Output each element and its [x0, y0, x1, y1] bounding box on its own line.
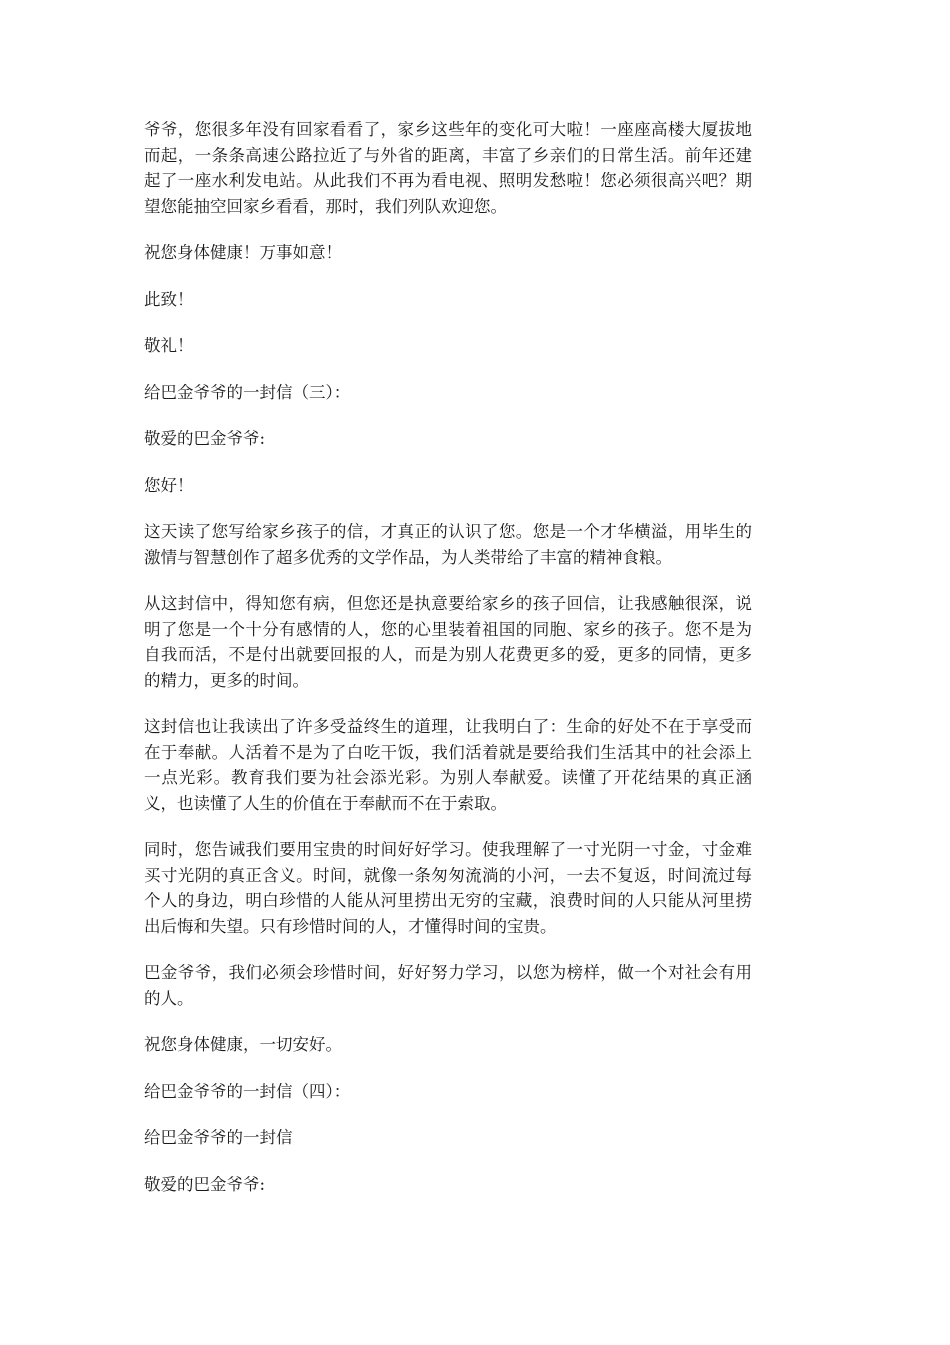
section-heading-letter-4: 给巴金爷爷的一封信（四）：: [144, 1081, 351, 1101]
paragraph-reading-letter: 这天读了您写给家乡孩子的信，才真正的认识了您。您是一个才华横溢，用毕生的激情与智慧创作了超多优秀的文学作品，为人类带给了丰富的精神食粮。: [144, 522, 752, 567]
paragraph-illness-reply: 从这封信中，得知您有病，但您还是执意要给家乡的孩子回信，让我感触很深，说明了您是一个十分有感情的人，您的心里装着祖国的同胞、家乡的孩子。您不是为自我而活，不是付出就要回报的人，而是为别人花费更多的爱，更多的同情，更多的精力，更多的时间。: [144, 594, 752, 690]
paragraph-hometown-changes: 爷爷，您很多年没有回家看看了，家乡这些年的变化可大啦！一座座高楼大厦拔地而起，一条条高速公路拉近了与外省的距离，丰富了乡亲们的日常生活。前年还建起了一座水利发电站。从此我们不再为看电视、照明发愁啦！您必须很高兴吧？期望您能抽空回家乡看看，那时，我们列队欢迎您。: [144, 120, 752, 216]
paragraph-closing-cizhi: 此致！: [144, 289, 194, 309]
paragraph-time-value: 同时，您告诫我们要用宝贵的时间好好学习。使我理解了一寸光阴一寸金，寸金难买寸光阴的真正含义。时间，就像一条匆匆流淌的小河，一去不复返，时间流过每个人的身边，明白珍惜的人能从河里捞出无穷的宝藏，浪费时间的人只能从河里捞出后悔和失望。只有珍惜时间的人，才懂得时间的宝贵。: [144, 840, 752, 936]
paragraph-letter-title: 给巴金爷爷的一封信: [144, 1128, 293, 1147]
section-heading-letter-3: 给巴金爷爷的一封信（三）：: [144, 382, 351, 402]
paragraph-wishes-1: 祝您身体健康！万事如意！: [144, 243, 342, 262]
paragraph-life-lessons: 这封信也让我读出了许多受益终生的道理，让我明白了：生命的好处不在于享受而在于奉献。人活着不是为了白吃干饭，我们活着就是要给我们生活其中的社会添上一点光彩。教育我们要为社会添光彩。为别人奉献爱。读懂了开花结果的真正涵义，也读懂了人生的价值在于奉献而不在于索取。: [144, 717, 752, 813]
paragraph-promise: 巴金爷爷，我们必须会珍惜时间，好好努力学习，以您为榜样，做一个对社会有用的人。: [144, 963, 752, 1008]
paragraph-salutation-1: 敬爱的巴金爷爷:: [144, 429, 266, 448]
paragraph-wishes-2: 祝您身体健康，一切安好。: [144, 1035, 342, 1054]
paragraph-greeting: 您好！: [144, 475, 194, 495]
paragraph-closing-jingli: 敬礼！: [144, 336, 194, 355]
paragraph-salutation-2: 敬爱的巴金爷爷:: [144, 1174, 266, 1194]
document-body: [144, 117, 752, 1218]
